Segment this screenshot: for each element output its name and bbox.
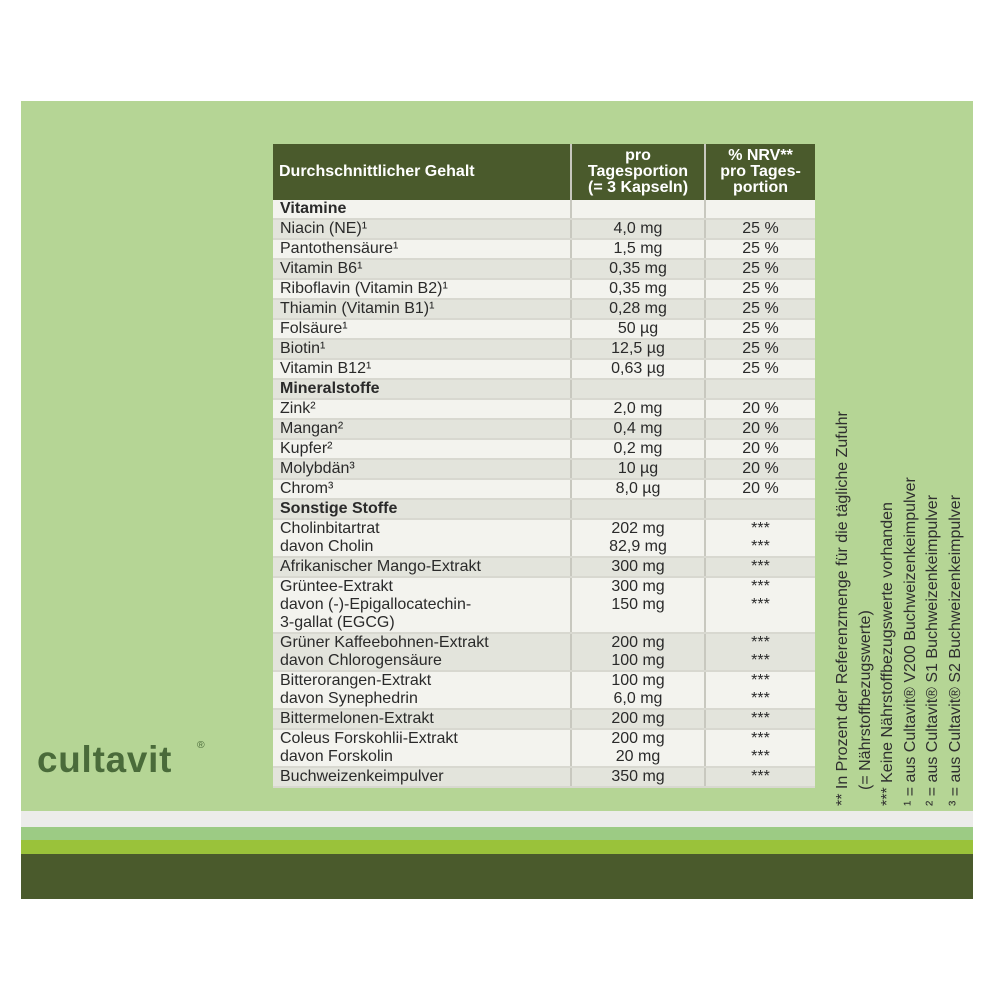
cell-line: Afrikanischer Mango-Extrakt <box>280 558 481 575</box>
nrv-cell <box>705 399 815 419</box>
cell-line: Niacin (NE)¹ <box>280 220 368 237</box>
cell-line: 0,28 mg <box>609 300 667 317</box>
amount-cell <box>571 319 705 339</box>
nrv-cell <box>705 499 815 519</box>
table-row <box>273 479 815 499</box>
cell-line: Grüner Kaffeebohnen-Extrakt <box>280 634 489 651</box>
table-row <box>273 633 815 671</box>
cell-line: 25 % <box>742 220 779 237</box>
footnotes <box>832 106 967 806</box>
cell-line: Buchweizenkeimpulver <box>280 768 444 785</box>
ingredient-cell <box>273 359 571 379</box>
nrv-cell <box>705 259 815 279</box>
amount-cell <box>571 239 705 259</box>
ingredient-cell <box>273 499 571 519</box>
ingredient-cell <box>273 519 571 557</box>
cell-line: 20 % <box>742 460 779 477</box>
cell-line: *** <box>751 578 770 595</box>
cell-line: Grüntee-Extrakt <box>280 578 393 595</box>
ingredient-cell <box>273 319 571 339</box>
nrv-cell <box>705 729 815 767</box>
table-row <box>273 767 815 787</box>
stripe-white <box>21 811 973 827</box>
ingredient-cell <box>273 200 571 219</box>
stripe-light-green <box>21 827 973 840</box>
cell-line: 100 mg <box>611 652 665 669</box>
cell-line: davon Cholin <box>280 538 374 555</box>
cell-line: Zink² <box>280 400 316 417</box>
svg-text:cultavit: cultavit <box>37 739 173 777</box>
nrv-cell <box>705 479 815 499</box>
ingredient-cell <box>273 239 571 259</box>
cell-line: 20 % <box>742 440 779 457</box>
cell-line: *** <box>751 652 770 669</box>
table-row <box>273 279 815 299</box>
table-row <box>273 419 815 439</box>
cell-line: Chrom³ <box>280 480 334 497</box>
cell-line: 25 % <box>742 300 779 317</box>
cell-line: Vitamine <box>280 200 347 217</box>
cell-line: Molybdän³ <box>280 460 355 477</box>
cell-line: 82,9 mg <box>609 538 667 555</box>
cell-line: 25 % <box>742 340 779 357</box>
section-row <box>273 499 815 519</box>
cell-line: Mangan² <box>280 420 344 437</box>
table-row <box>273 359 815 379</box>
cell-line: 8,0 µg <box>615 480 661 497</box>
cell-line: 50 µg <box>617 320 659 337</box>
cell-line: Riboflavin (Vitamin B2)¹ <box>280 280 448 297</box>
ingredient-cell <box>273 219 571 239</box>
amount-cell <box>571 200 705 219</box>
ingredient-cell <box>273 419 571 439</box>
cell-line: *** <box>751 558 770 575</box>
cell-line: Pantothensäure¹ <box>280 240 399 257</box>
amount-cell <box>571 767 705 787</box>
cell-line: 10 µg <box>617 460 659 477</box>
ingredient-cell <box>273 671 571 709</box>
amount-cell <box>571 439 705 459</box>
svg-text:®: ® <box>197 740 205 752</box>
nrv-cell <box>705 557 815 577</box>
cell-line: Cholinbitartrat <box>280 520 380 537</box>
cell-line: 0,4 mg <box>613 420 663 437</box>
cell-line: 0,35 mg <box>609 260 667 277</box>
nrv-cell <box>705 577 815 633</box>
cell-line: 25 % <box>742 280 779 297</box>
cell-line: davon Synephedrin <box>280 690 418 707</box>
cell-line: Coleus Forskohlii-Extrakt <box>280 730 458 747</box>
nrv-cell <box>705 219 815 239</box>
cell-line: 200 mg <box>611 710 665 727</box>
nrv-cell <box>705 379 815 399</box>
cell-line: Kupfer² <box>280 440 333 457</box>
nrv-cell <box>705 633 815 671</box>
table-row <box>273 729 815 767</box>
ingredient-cell <box>273 399 571 419</box>
amount-cell <box>571 379 705 399</box>
ingredient-cell <box>273 439 571 459</box>
cell-line: *** <box>751 634 770 651</box>
cell-line: 25 % <box>742 240 779 257</box>
table-row <box>273 439 815 459</box>
cell-line: Sonstige Stoffe <box>280 500 398 517</box>
amount-cell <box>571 359 705 379</box>
table-header-row <box>273 144 815 200</box>
nrv-cell <box>705 767 815 787</box>
footnote: (= Nährstoffbezugswerte) <box>856 610 874 790</box>
amount-cell <box>571 299 705 319</box>
footnote: ² = aus Cultavit® S1 Buchweizenkeimpulver <box>924 494 941 806</box>
cell-line: 12,5 µg <box>611 340 665 357</box>
cell-line: 0,35 mg <box>609 280 667 297</box>
cell-line: 25 % <box>742 260 779 277</box>
amount-cell <box>571 557 705 577</box>
amount-cell <box>571 279 705 299</box>
table-row <box>273 671 815 709</box>
ingredient-cell <box>273 459 571 479</box>
table-row <box>273 219 815 239</box>
cell-line: 20 % <box>742 420 779 437</box>
ingredient-cell <box>273 259 571 279</box>
table-row <box>273 709 815 729</box>
table-row <box>273 459 815 479</box>
ingredient-cell <box>273 379 571 399</box>
cell-line: 1,5 mg <box>613 240 663 257</box>
amount-cell <box>571 399 705 419</box>
section-row <box>273 200 815 219</box>
cell-line: 20 mg <box>615 748 661 765</box>
table-row <box>273 399 815 419</box>
amount-cell <box>571 633 705 671</box>
header-nrv: % NRV** pro Tages- portion <box>705 144 815 200</box>
cell-line: 0,63 µg <box>611 360 665 377</box>
ingredient-cell <box>273 557 571 577</box>
section-row <box>273 379 815 399</box>
cell-line: *** <box>751 730 770 747</box>
nrv-cell <box>705 279 815 299</box>
cell-line: Mineralstoffe <box>280 380 380 397</box>
ingredient-cell <box>273 279 571 299</box>
nrv-cell <box>705 439 815 459</box>
nrv-cell <box>705 519 815 557</box>
cell-line: *** <box>751 538 770 555</box>
nrv-cell <box>705 299 815 319</box>
cell-line: 2,0 mg <box>613 400 663 417</box>
cell-line: 200 mg <box>611 634 665 651</box>
nutrition-table <box>273 144 815 788</box>
cell-line: 20 % <box>742 480 779 497</box>
footnote: ³ = aus Cultavit® S2 Buchweizenkeimpulver <box>946 494 964 806</box>
amount-cell <box>571 419 705 439</box>
ingredient-cell <box>273 767 571 787</box>
amount-cell <box>571 519 705 557</box>
cell-line: Vitamin B12¹ <box>280 360 372 377</box>
cell-line: 0,2 mg <box>613 440 663 457</box>
nrv-cell <box>705 239 815 259</box>
cell-line: Bitterorangen-Extrakt <box>280 672 432 689</box>
cell-line: davon Forskolin <box>280 748 393 765</box>
amount-cell <box>571 479 705 499</box>
amount-cell <box>571 219 705 239</box>
ingredient-cell <box>273 299 571 319</box>
cell-line: 3-gallat (EGCG) <box>280 614 395 631</box>
cell-line: 202 mg <box>611 520 665 537</box>
ingredient-cell <box>273 577 571 633</box>
table-row <box>273 557 815 577</box>
amount-cell <box>571 577 705 633</box>
ingredient-cell <box>273 479 571 499</box>
cell-line: 150 mg <box>611 596 665 613</box>
header-content: Durchschnittlicher Gehalt <box>273 144 571 200</box>
table-row <box>273 319 815 339</box>
table-row <box>273 339 815 359</box>
cell-line: *** <box>751 672 770 689</box>
table-row <box>273 299 815 319</box>
ingredient-cell <box>273 339 571 359</box>
cell-line: 300 mg <box>611 558 665 575</box>
cell-line: *** <box>751 596 770 613</box>
footnote: ¹ = aus Cultavit® V200 Buchweizenkeimpulver <box>901 477 919 806</box>
nrv-cell <box>705 359 815 379</box>
cell-line: *** <box>751 748 770 765</box>
cell-line: 200 mg <box>611 730 665 747</box>
stripe-lime <box>21 840 973 854</box>
nrv-cell <box>705 200 815 219</box>
cell-line: 300 mg <box>611 578 665 595</box>
cell-line: *** <box>751 520 770 537</box>
ingredient-cell <box>273 633 571 671</box>
cell-line: Vitamin B6¹ <box>280 260 363 277</box>
cell-line: 4,0 mg <box>613 220 663 237</box>
cell-line: *** <box>751 768 770 785</box>
cell-line: 100 mg <box>611 672 665 689</box>
amount-cell <box>571 729 705 767</box>
cell-line: *** <box>751 710 770 727</box>
table-body <box>273 200 815 787</box>
table-row <box>273 519 815 557</box>
logo-wordmark <box>35 737 215 777</box>
nrv-cell <box>705 709 815 729</box>
cell-line: 25 % <box>742 320 779 337</box>
amount-cell <box>571 709 705 729</box>
table-row <box>273 259 815 279</box>
cell-line: Biotin¹ <box>280 340 326 357</box>
nrv-cell <box>705 459 815 479</box>
ingredient-cell <box>273 729 571 767</box>
table-row <box>273 239 815 259</box>
cell-line: *** <box>751 690 770 707</box>
nrv-cell <box>705 319 815 339</box>
table-row <box>273 577 815 633</box>
nrv-cell <box>705 339 815 359</box>
nrv-cell <box>705 419 815 439</box>
cell-line: 6,0 mg <box>613 690 663 707</box>
cell-line: Bittermelonen-Extrakt <box>280 710 434 727</box>
cell-line: Thiamin (Vitamin B1)¹ <box>280 300 435 317</box>
cell-line: davon (-)-Epigallocatechin- <box>280 596 472 613</box>
nrv-cell <box>705 671 815 709</box>
footnote: ** In Prozent der Referenzmenge für die tägliche Zufuhr <box>834 411 851 806</box>
cell-line: Folsäure¹ <box>280 320 348 337</box>
amount-cell <box>571 339 705 359</box>
cell-line: 20 % <box>742 400 779 417</box>
footnote: *** Keine Nährstoffbezugswerte vorhanden <box>879 502 896 806</box>
amount-cell <box>571 671 705 709</box>
header-per-serving: pro Tagesportion (= 3 Kapseln) <box>571 144 705 200</box>
cell-line: 25 % <box>742 360 779 377</box>
stripe-dark-green <box>21 854 973 899</box>
cell-line: 350 mg <box>611 768 665 785</box>
amount-cell <box>571 499 705 519</box>
ingredient-cell <box>273 709 571 729</box>
cell-line: davon Chlorogensäure <box>280 652 442 669</box>
amount-cell <box>571 259 705 279</box>
amount-cell <box>571 459 705 479</box>
